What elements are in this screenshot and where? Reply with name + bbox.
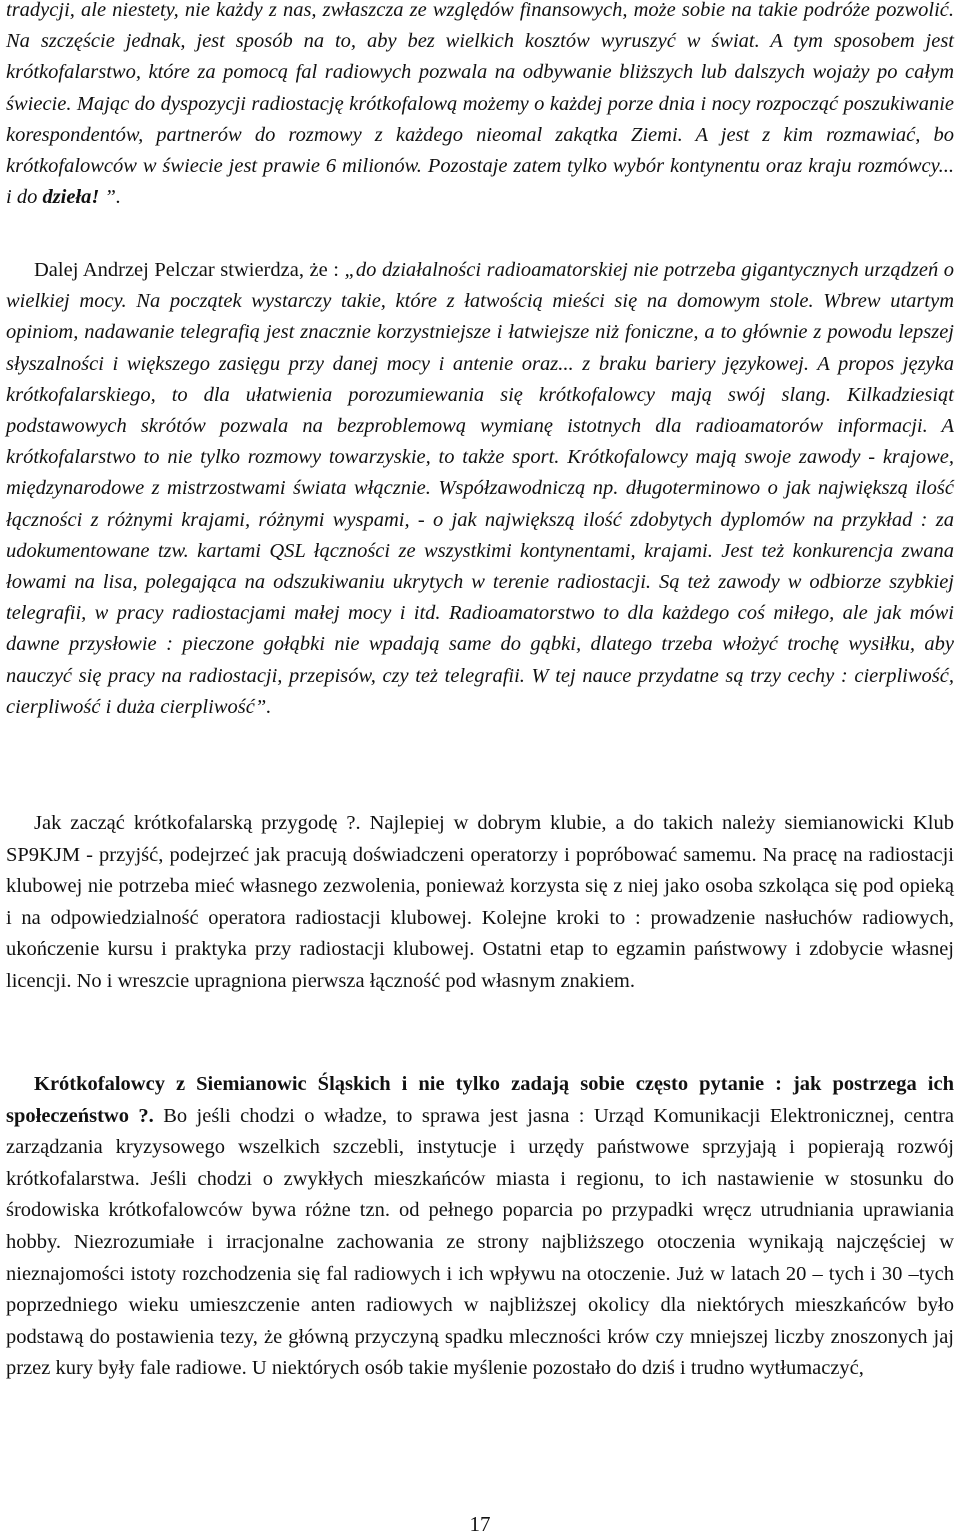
paragraph-text: Bo jeśli chodzi o władze, to sprawa jest jasna : Urząd Komunikacji Elektronicznej, centra zarządzania kryzysowego wszelkich szczebli, instytucje i urzędy państwowe sprzyjają i popierają rozwój krótkofalarstwa. Jeśli chodzi o zwykłych mieszkańców miasta i regionu, to ich nastawienie w stosunku do środowiska krótkofalowców bywa różne tzn. od pełnego poparcia po przypadki wręcz utrudniania uprawiania hobby. Niezrozumiałe i irracjonalne zachowania ze strony najbliższego otoczenia wynikają najczęściej w nieznajomości istoty rozchodzenia się fal radiowych i ich wpływu na otoczenie. Już w latach 20 – tych i 30 –tych poprzedniego wieku umieszczenie anten radiowych w najbliższej okolicy dla niektórych mieszkańców było podstawą do postawienia tezy, że główną przyczyną spadku mleczności krów czy mniejszej liczby znoszonych jaj przez kury były fale radiowe. U niektórych osób takie myślenie pozostało do dziś i trudno wytłumaczyć,	[6, 1104, 954, 1380]
paragraph-pelczar-quote	[6, 255, 954, 723]
quote-text: „do działalności radioamatorskiej nie potrzeba gigantycznych urządzeń o wielkiej mocy. Na początek wystarczy takie, które z łatwością mieści się na domowym stole. Wbrew utartym opiniom, nadawanie telegrafią jest znacznie korzystniejsze i łatwiejsze niż foniczne, a to głównie z powodu lepszej słyszalności i większego zasięgu przy danej mocy i antenie oraz... z braku bariery językowej. A propos języka krótkofalarskiego, to dla ułatwienia porozumiewania się krótkofalowcy mają swój slang. Kilkadziesiąt podstawowych skrótów pozwala na bezproblemową wymianę istotnych dla radioamatorów informacji. A krótkofalarstwo to nie tylko rozmowy towarzyskie, to także sport. Krótkofalowcy mają swoje zawody - krajowe, międzynarodowe z mistrzostwami świata włącznie. Współzawodniczą np. długoterminowo o jak największą ilość łączności z różnymi krajami, różnymi wyspami, - o jak największą ilość zdobytych dyplomów na przykład : za udokumentowane tzw. kartami QSL łączności ze wszystkimi kontynentami, krajami. Jest też konkurencja zwana łowami na lisa, polegająca na odszukiwaniu ukrytych w terenie radiostacji. Są też zawody w odbiorze szybkiej telegrafii, w pracy radiostacjami małej mocy i itd. Radioamatorstwo to dla każdego coś miłego, ale jak mówi dawne przysłowie : pieczone gołąbki nie wpadają same do gąbki, dlatego trzeba włożyć trochę wysiłku, aby nauczyć się pracy na radiostacji, przepisów, czy też telegrafii. W tej nauce przydatne są trzy cechy : cierpliwość, cierpliwość i duża cierpliwość”.	[6, 259, 954, 718]
quote-lead: Dalej Andrzej Pelczar stwierdza, że :	[34, 259, 345, 281]
page-number: 17	[469, 1512, 491, 1536]
paragraph-tail: ”.	[99, 186, 122, 209]
paragraph-how-to-start	[6, 808, 954, 998]
paragraph-travel-by-radio	[6, 0, 954, 213]
paragraph-text: Jak zacząć krótkofalarską przygodę ?. Najlepiej w dobrym klubie, a do takich należy siemianowicki Klub SP9KJM - przyjść, podejrzeć jak pracują doświadczeni operatorzy i popróbować samemu. Na pracę na radiostacji klubowej nie potrzeba mieć własnego zezwolenia, ponieważ korzysta się z niej jako osoba szkoląca się pod opieką i na odpowiedzialność operatora radiostacji klubowej. Kolejne kroki to : prowadzenie nasłuchów radiowych, ukończenie kursu i praktyka przy radiostacji klubowej. Ostatni etap to egzamin państwowy i zdobycie własnej licencji. No i wreszcie upragniona pierwsza łączność pod własnym znakiem.	[6, 812, 954, 992]
emphasis-word: dzieła!	[42, 186, 100, 209]
paragraph-public-perception	[6, 1069, 954, 1385]
paragraph-text: tradycji, ale niestety, nie każdy z nas, zwłaszcza ze względów finansowych, może sobie na takie podróże pozwolić. Na szczęście jednak, jest sposób na to, aby bez wielkich kosztów wyruszyć w świat. A tym sposobem jest krótkofalarstwo, które za pomocą fal radiowych pozwala na odbywanie bliższych lub dalszych wojaży po całym świecie. Mając do dyspozycji radiostację krótkofalową możemy o każdej porze dnia i nocy rozpocząć poszukiwanie korespondentów, partnerów do rozmowy z każdego nieomal zakątka Ziemi. A jest z kim rozmawiać, bo krótkofalowców w świecie jest prawie 6 milionów. Pozostaje zatem tylko wybór kontynentu oraz kraju rozmówcy... i do	[6, 0, 954, 209]
bold-question: Krótkofalowcy z Siemianowic Śląskich i nie tylko zadają sobie często pytanie : jak postrzega ich społeczeństwo ?.	[6, 1073, 954, 1127]
